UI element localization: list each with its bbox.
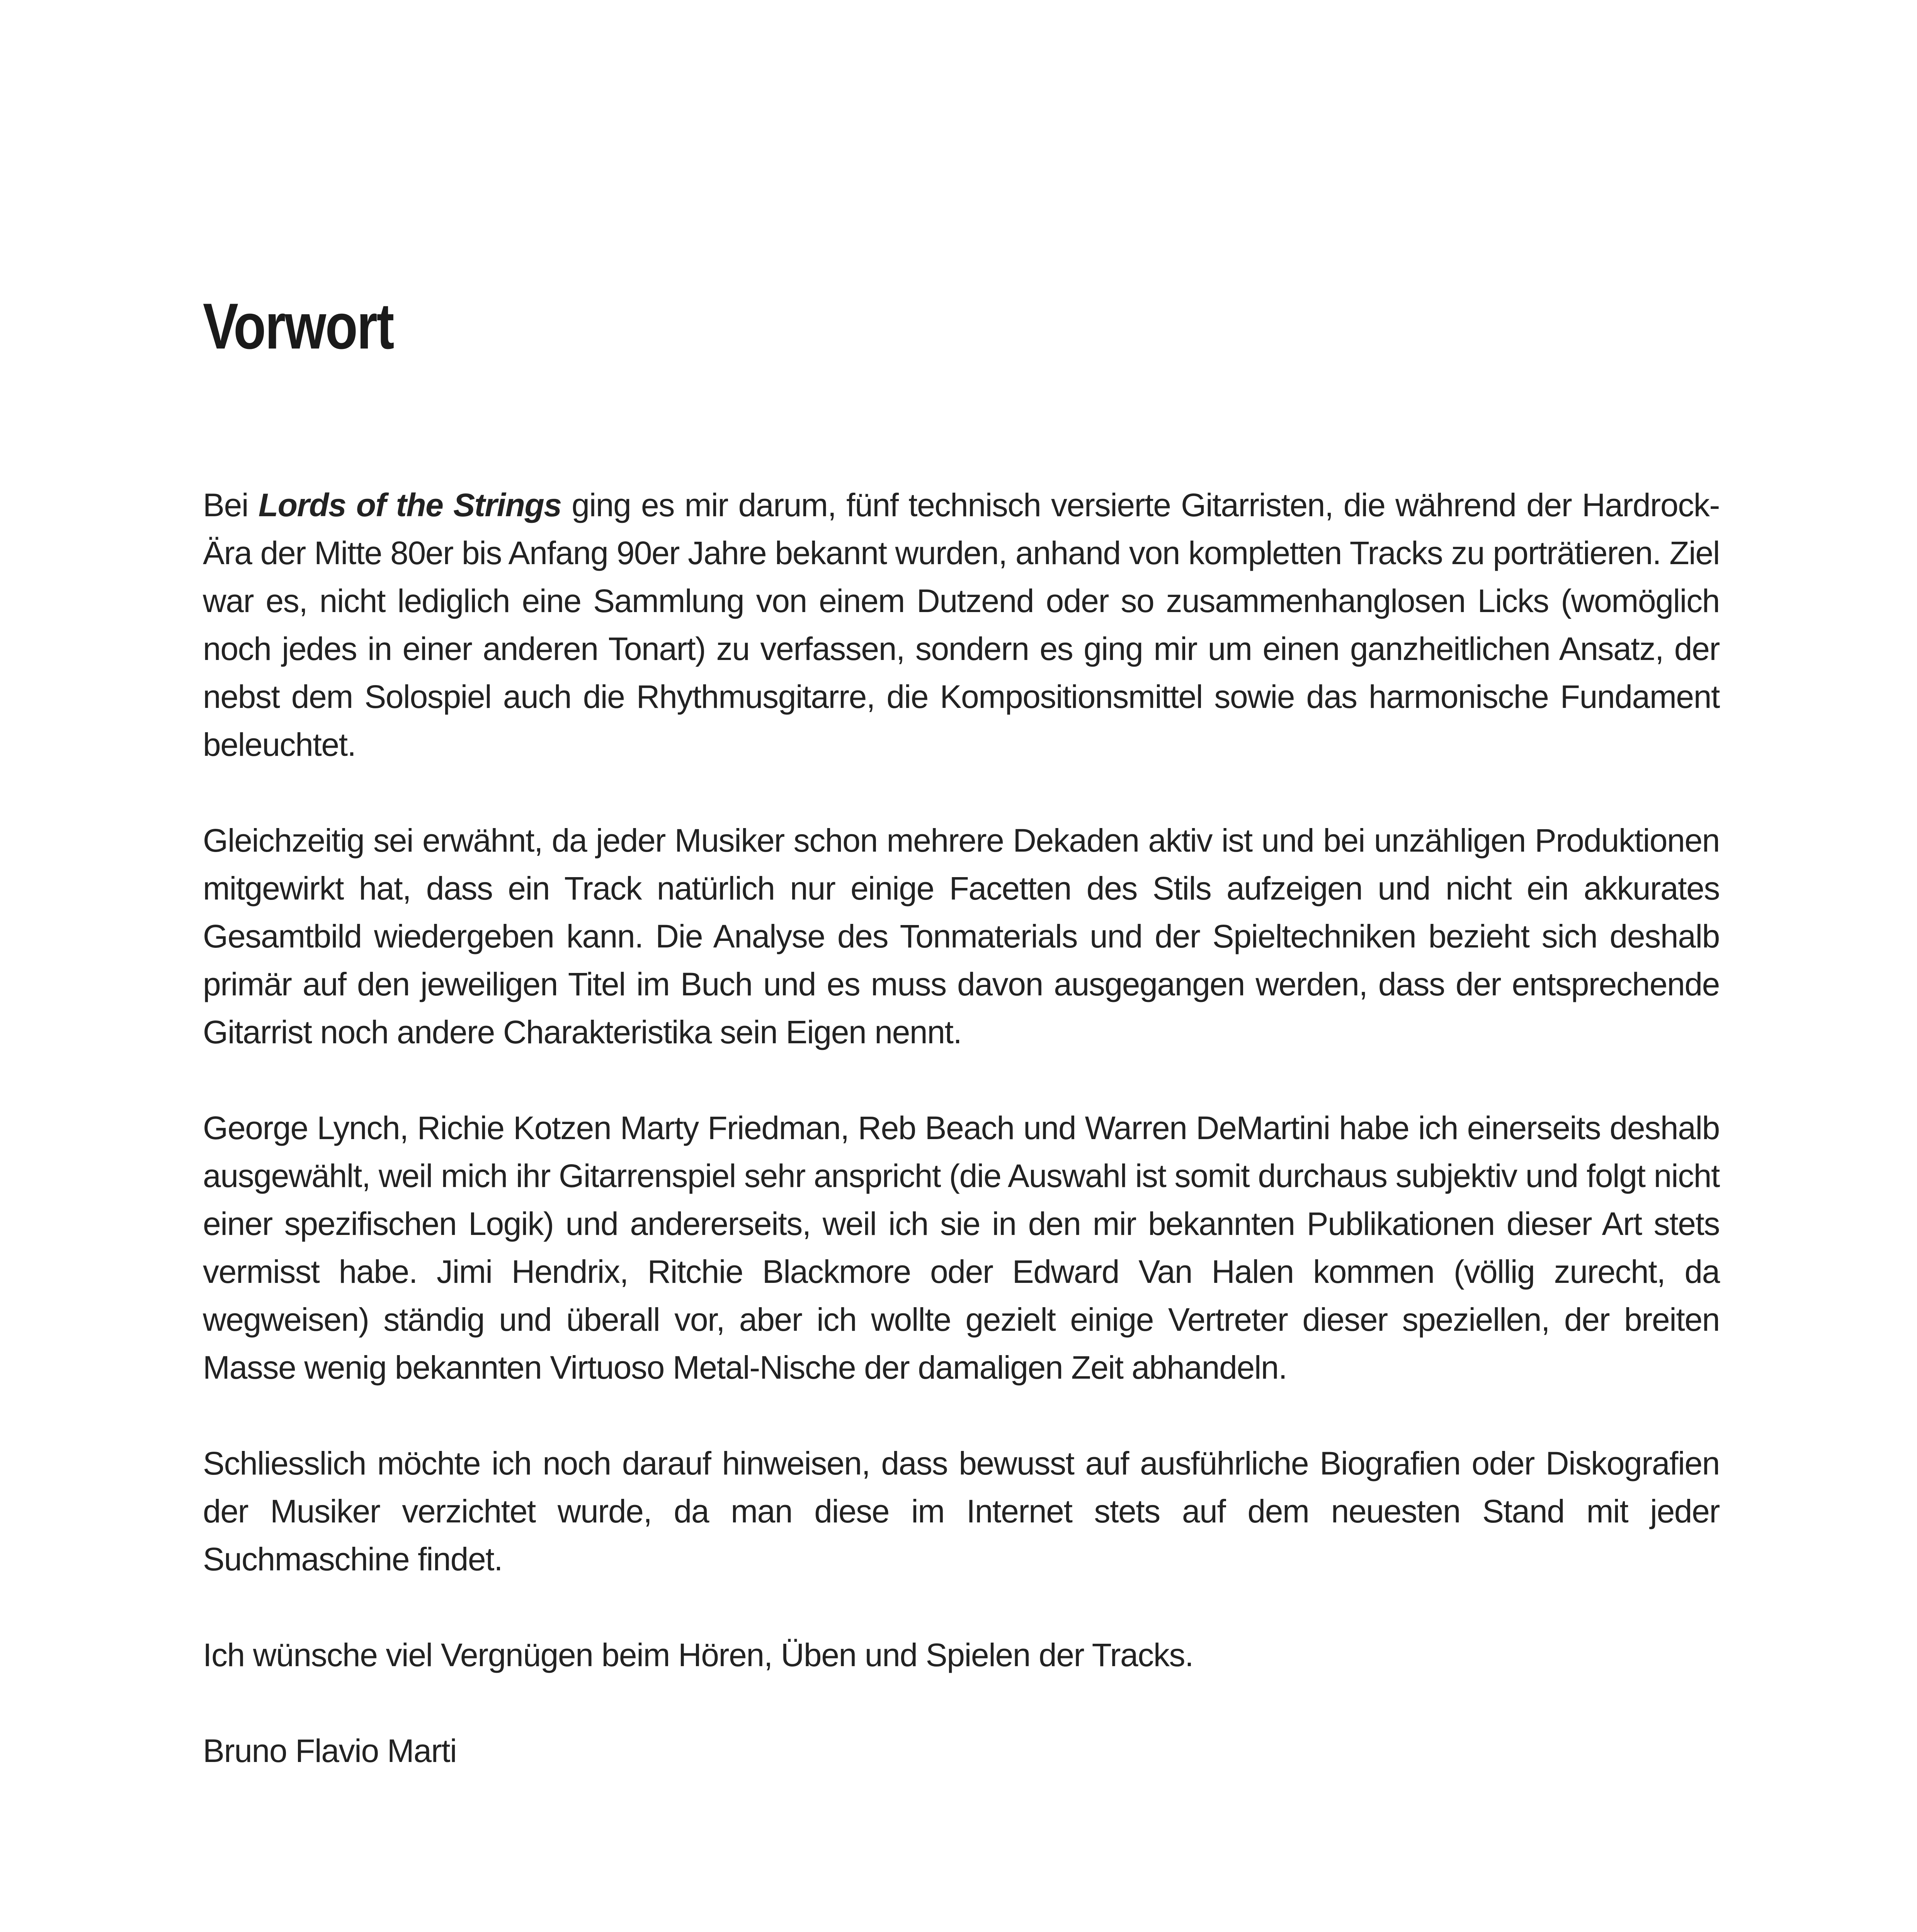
paragraph-5: Ich wünsche viel Vergnügen beim Hören, Üben und Spielen der Tracks.	[203, 1637, 1194, 1673]
paragraph-1-text: ging es mir darum, fünf technisch versierte Gitarristen, die während der Hardrock-Ära der Mitte 80er bis Anfang 90er Jahre bekannt wurden, anhand von kompletten Tracks zu porträtieren. Ziel war es, nicht lediglich eine Sammlung von einem Dutzend oder so zusammenhanglosen Licks (womöglich noch jedes in einer anderen Tonart) zu verfassen, sondern es ging mir um einen ganzheitlichen Ansatz, der nebst dem Solospiel auch die Rhythmusgitarre, die Kompositionsmittel sowie das harmonische Fundament beleuchtet.	[203, 487, 1720, 763]
paragraph-1-prefix: Bei	[203, 487, 248, 523]
page-title: Vorwort	[203, 290, 393, 362]
paragraph-3: George Lynch, Richie Kotzen Marty Friedman, Reb Beach und Warren DeMartini habe ich einerseits deshalb ausgewählt, weil mich ihr Gitarrenspiel sehr anspricht (die Auswahl ist somit durchaus subjektiv und folgt nicht einer spezifischen Logik) und andererseits, weil ich sie in den mir bekannten Publikationen dieser Art stets vermisst habe. Jimi Hendrix, Ritchie Blackmore oder Edward Van Halen kommen (völlig zurecht, da wegweisen) ständig und überall vor, aber ich wollte gezielt einige Vertreter dieser speziellen, der breiten Masse wenig bekannten Virtuoso Metal-Nische der damaligen Zeit abhandeln.	[203, 1110, 1720, 1386]
foreword-body	[203, 481, 1720, 1823]
author-signature: Bruno Flavio Marti	[203, 1733, 457, 1769]
paragraph-2: Gleichzeitig sei erwähnt, da jeder Musiker schon mehrere Dekaden aktiv ist und bei unzähligen Produktionen mitgewirkt hat, dass ein Track natürlich nur einige Facetten des Stils aufzeigen und nicht ein akkurates Gesamtbild wiedergeben kann. Die Analyse des Tonmaterials und der Spieltechniken bezieht sich deshalb primär auf den jeweiligen Titel im Buch und es muss davon ausgegangen werden, dass der entsprechende Gitarrist noch andere Charakteristika sein Eigen nennt.	[203, 822, 1720, 1050]
paragraph-4: Schliesslich möchte ich noch darauf hinweisen, dass bewusst auf ausführliche Biografien oder Diskografien der Musiker verzichtet wurde, da man diese im Internet stets auf dem neuesten Stand mit jeder Suchmaschine findet.	[203, 1445, 1720, 1577]
book-title-emphasis: Lords of the Strings	[258, 487, 561, 523]
paragraph-1	[203, 481, 1720, 769]
